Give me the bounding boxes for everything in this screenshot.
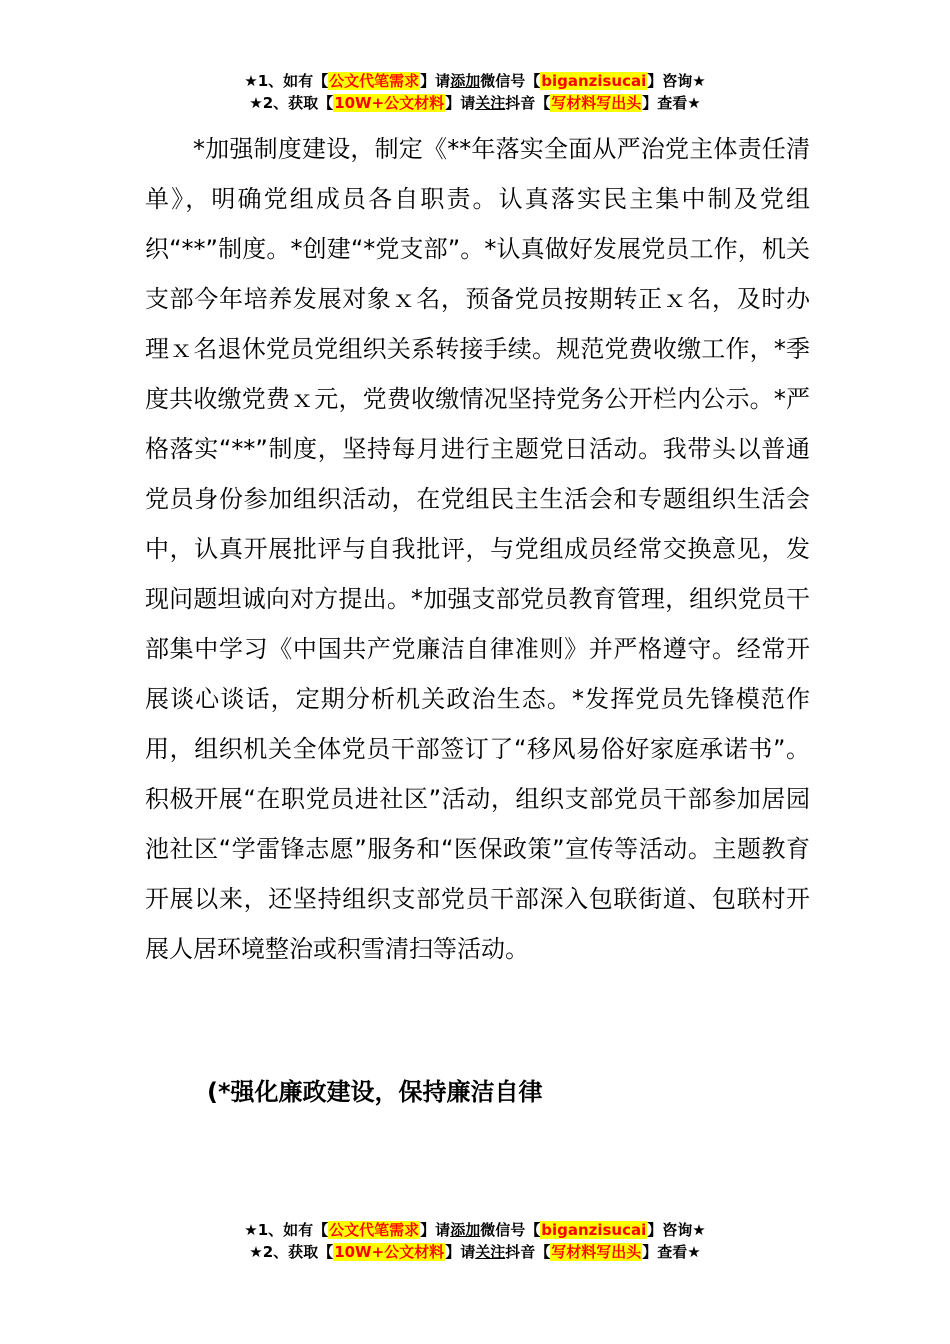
header-banner-line-2 (0, 92, 950, 114)
highlight-wechat-id: biganzisucai (541, 72, 647, 90)
banner-text: ★2、获取【 (249, 94, 334, 112)
banner-text: 】查看★ (642, 1243, 701, 1261)
highlight-materials: 10W+公文材料 (334, 94, 445, 112)
footer-banner-line-1 (0, 1219, 950, 1241)
highlight-ghostwriting: 公文代笔需求 (329, 1221, 420, 1239)
banner-text: 】查看★ (642, 94, 701, 112)
banner-text: 】请 (420, 72, 451, 90)
underlined-follow: 关注 (475, 1243, 506, 1261)
banner-text: 】请 (445, 94, 476, 112)
section-heading: (*强化廉政建设，保持廉洁自律 (207, 1078, 543, 1106)
header-banner (0, 70, 950, 114)
underlined-add: 添加 (450, 1221, 481, 1239)
banner-text: 抖音【 (505, 1243, 551, 1261)
banner-text: 微信号【 (480, 1221, 541, 1239)
underlined-follow: 关注 (475, 94, 506, 112)
highlight-wechat-id: biganzisucai (541, 1221, 647, 1239)
banner-text: 】请 (420, 1221, 451, 1239)
banner-text: ★1、如有【 (244, 1221, 329, 1239)
header-banner-line-1 (0, 70, 950, 92)
banner-text: 】咨询★ (647, 72, 706, 90)
banner-text: 】请 (445, 1243, 476, 1261)
banner-text: 抖音【 (505, 94, 551, 112)
highlight-materials: 10W+公文材料 (334, 1243, 445, 1261)
banner-text: 】咨询★ (647, 1221, 706, 1239)
footer-banner-line-2 (0, 1241, 950, 1263)
document-body (145, 124, 810, 974)
footer-banner (0, 1219, 950, 1263)
highlight-ghostwriting: 公文代笔需求 (329, 72, 420, 90)
banner-text: ★1、如有【 (244, 72, 329, 90)
underlined-add: 添加 (450, 72, 481, 90)
banner-text: 微信号【 (480, 72, 541, 90)
banner-text: ★2、获取【 (249, 1243, 334, 1261)
body-paragraph: *加强制度建设，制定《**年落实全面从严治党主体责任清单》，明确党组成员各自职责。认真落实民主集中制及党组织“**”制度。*创建“*党支部”。*认真做好发展党员工作，机关支部今年培养发展对象ｘ名，预备党员按期转正ｘ名，及时办理ｘ名退休党员党组织关系转接手续。规范党费收缴工作，*季度共收缴党费ｘ元，党费收缴情况坚持党务公开栏内公示。*严格落实“**”制度，坚持每月进行主题党日活动。我带头以普通党员身份参加组织活动，在党组民主生活会和专题组织生活会中，认真开展批评与自我批评，与党组成员经常交换意见，发现问题坦诚向对方提出。*加强支部党员教育管理，组织党员干部集中学习《中国共产党廉洁自律准则》并严格遵守。经常开展谈心谈话，定期分析机关政治生态。*发挥党员先锋模范作用，组织机关全体党员干部签订了“移风易俗好家庭承诺书”。积极开展“在职党员进社区”活动，组织支部党员干部参加居园池社区“学雷锋志愿”服务和“医保政策”宣传等活动。主题教育开展以来，还坚持组织支部党员干部深入包联街道、包联村开展人居环境整治或积雪清扫等活动。 (145, 135, 810, 963)
highlight-douyin-account: 写材料写出头 (551, 94, 642, 112)
highlight-douyin-account: 写材料写出头 (551, 1243, 642, 1261)
